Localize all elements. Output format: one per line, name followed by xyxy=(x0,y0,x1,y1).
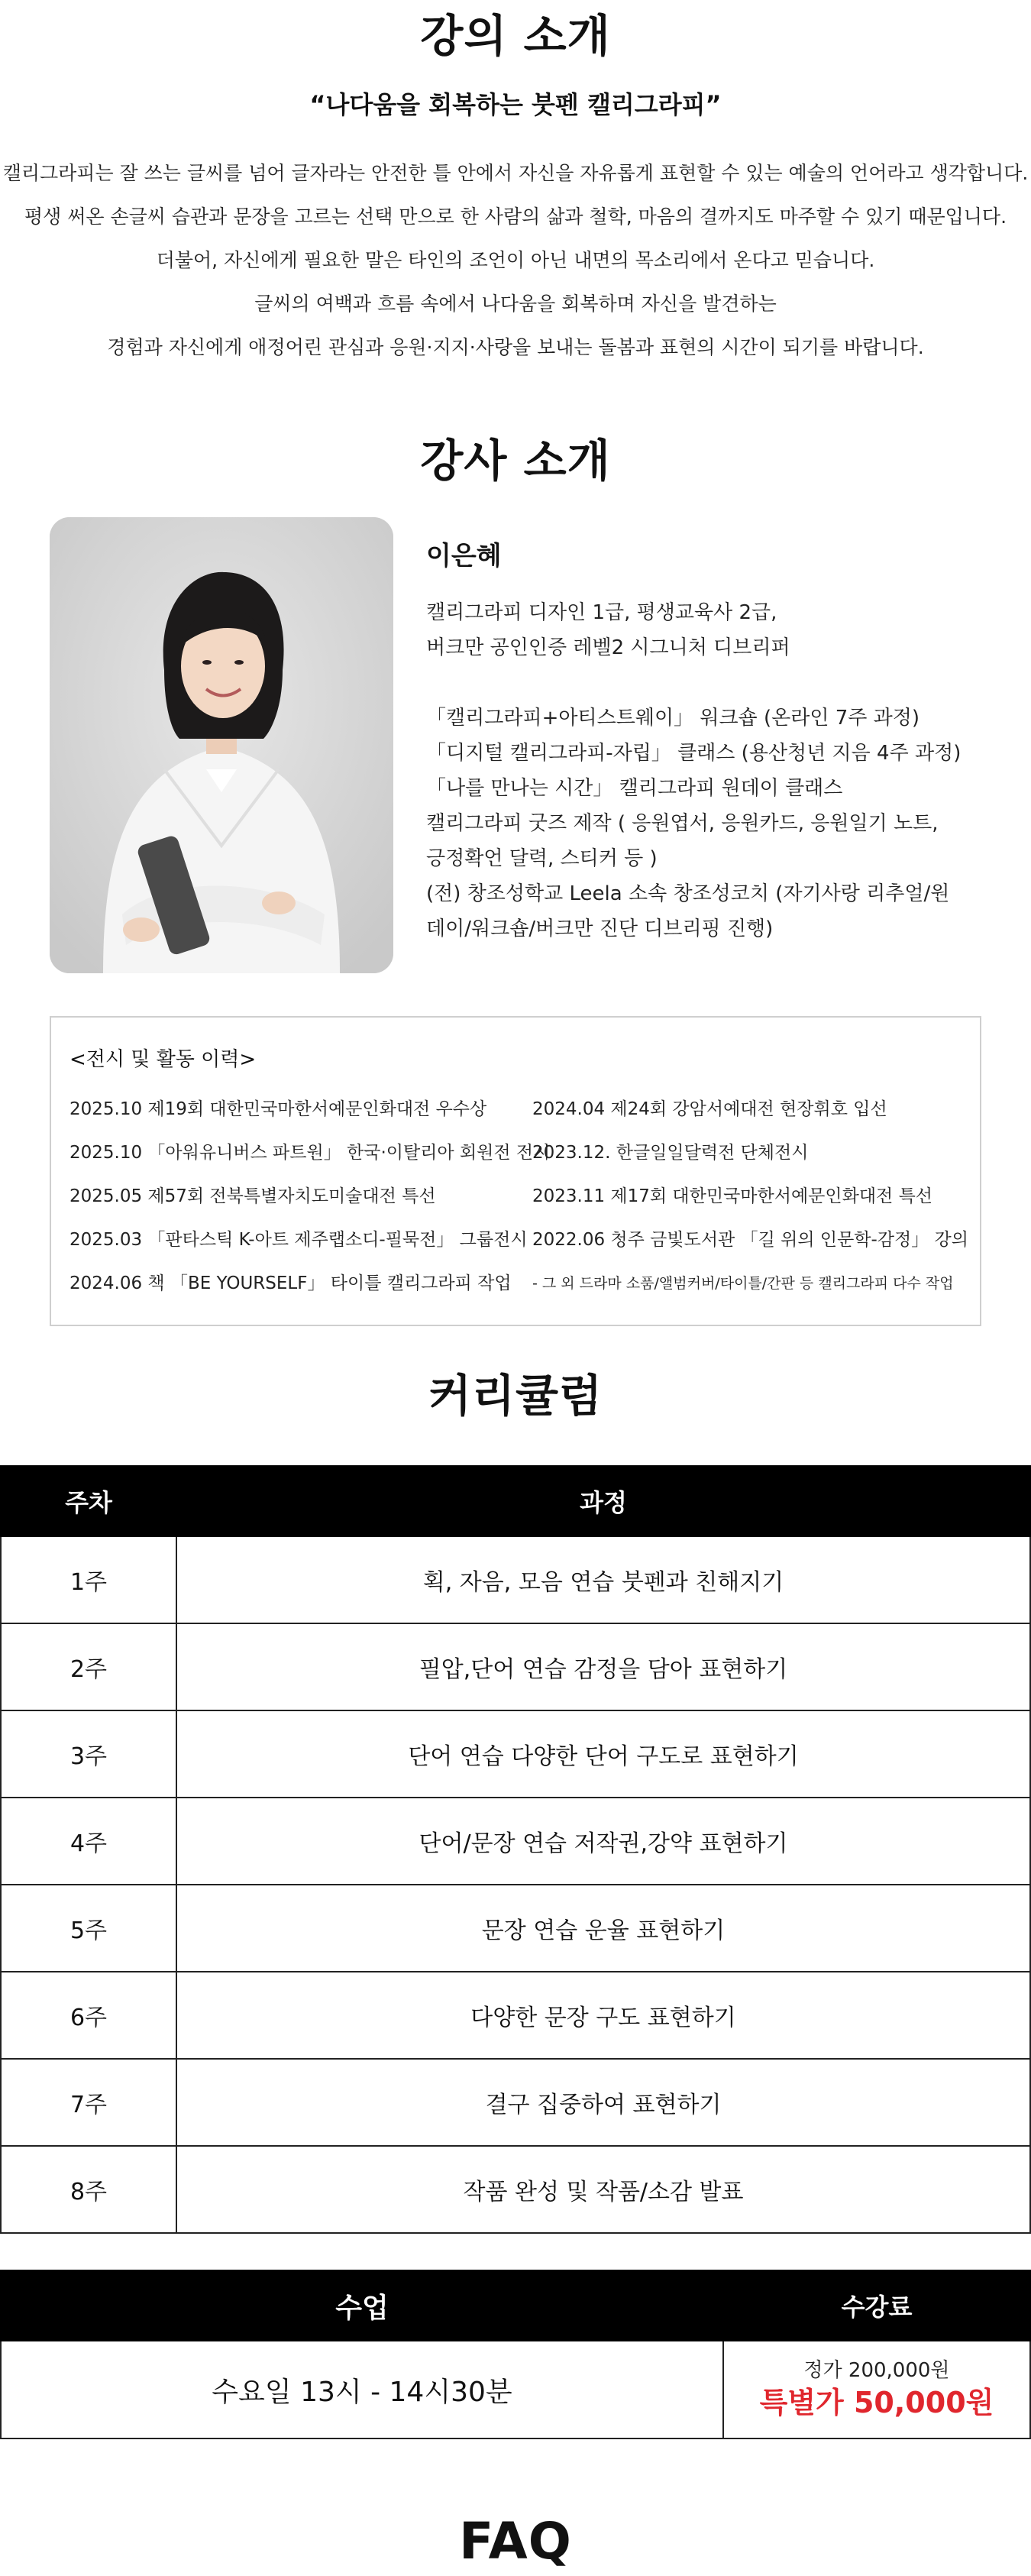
week-cell: 4주 xyxy=(1,1798,176,1885)
week-cell: 2주 xyxy=(1,1623,176,1710)
credential-line: 버크만 공인인증 레벨2 시그니처 디브리퍼 xyxy=(426,636,790,659)
career-line: 「캘리그라피+아티스트웨이」 워크숍 (온라인 7주 과정) xyxy=(426,707,919,730)
column-header-class: 수업 xyxy=(1,2270,723,2341)
curriculum-table xyxy=(0,1465,1031,2234)
course-cell: 작품 완성 및 작품/소감 발표 xyxy=(176,2146,1030,2233)
table-row xyxy=(1,1710,1030,1798)
table-header-row xyxy=(1,1466,1030,1536)
course-cell: 문장 연습 운율 표현하기 xyxy=(176,1885,1030,1972)
activity-item: 2024.04 제24회 강암서예대전 현장휘호 입선 xyxy=(532,1099,887,1119)
activity-item: 2025.10 제19회 대한민국마한서예문인화대전 우수상 xyxy=(69,1099,487,1119)
instructor-section-title: 강사 소개 xyxy=(420,435,611,487)
activity-item: 2023.11 제17회 대한민국마한서예문인화대전 특선 xyxy=(532,1186,933,1206)
instructor-photo xyxy=(50,517,393,973)
activity-item: 2025.05 제57회 전북특별자치도미술대전 특선 xyxy=(69,1186,436,1206)
intro-line: 평생 써온 손글씨 습관과 문장을 고르는 선택 만으로 한 사람의 삶과 철학, 마음의 결까지도 마주할 수 있기 때문입니다. xyxy=(24,205,1007,228)
table-row xyxy=(1,2059,1030,2146)
course-cell: 필압,단어 연습 감정을 담아 표현하기 xyxy=(176,1623,1030,1710)
intro-subtitle: “나다움을 회복하는 붓펜 캘리그라피” xyxy=(309,90,722,119)
week-cell: 3주 xyxy=(1,1710,176,1798)
course-cell: 단어/문장 연습 저작권,강약 표현하기 xyxy=(176,1798,1030,1885)
table-row xyxy=(1,1972,1030,2059)
instructor-name: 이은혜 xyxy=(426,541,502,571)
intro-line: 더불어, 자신에게 필요한 말은 타인의 조언이 아닌 내면의 목소리에서 온다고 믿습니다. xyxy=(156,249,875,271)
activity-list-left xyxy=(69,1088,550,1306)
career-line: (전) 창조성학교 Leela 소속 창조성코치 (자기사랑 리추얼/원 xyxy=(426,882,950,905)
column-header-course: 과정 xyxy=(176,1466,1030,1536)
table-row xyxy=(1,1885,1030,1972)
intro-line: 캘리그라피는 잘 쓰는 글씨를 넘어 글자라는 안전한 틀 안에서 자신을 자유롭게 표현할 수 있는 예술의 언어라고 생각합니다. xyxy=(2,162,1029,184)
table-row xyxy=(1,1798,1030,1885)
instructor-portrait-illustration xyxy=(50,517,393,973)
activity-list-right xyxy=(532,1088,968,1306)
career-line: 캘리그라피 굿즈 제작 ( 응원엽서, 응원카드, 응원일기 노트, xyxy=(426,812,939,835)
intro-title: 강의 소개 xyxy=(420,10,611,62)
career-line: 「디지털 캘리그라피-자립」 클래스 (용산청년 지음 4주 과정) xyxy=(426,742,962,765)
activity-item: 2024.06 책 「BE YOURSELF」 타이틀 캘리그라피 작업 xyxy=(69,1273,512,1293)
regular-price: 정가 200,000원 xyxy=(803,2359,950,2382)
activity-item: 2025.10 「아워유니버스 파트원」 한국·이탈리아 회원전 전시 xyxy=(69,1143,551,1163)
week-cell: 1주 xyxy=(1,1536,176,1623)
course-cell: 획, 자음, 모음 연습 붓펜과 친해지기 xyxy=(176,1536,1030,1623)
career-line: 긍정확언 달력, 스티커 등 ) xyxy=(426,847,658,870)
activity-heading: <전시 및 활동 이력> xyxy=(69,1048,257,1071)
week-cell: 6주 xyxy=(1,1972,176,2059)
fee-cell xyxy=(723,2341,1030,2438)
class-schedule: 수요일 13시 - 14시30분 xyxy=(1,2341,723,2438)
curriculum-title: 커리큘럼 xyxy=(428,1370,603,1422)
activity-item: 2025.03 「판타스틱 K-아트 제주랩소디-필묵전」 그룹전시 xyxy=(69,1230,528,1250)
week-cell: 5주 xyxy=(1,1885,176,1972)
table-row xyxy=(1,1536,1030,1623)
course-cell: 결구 집중하여 표현하기 xyxy=(176,2059,1030,2146)
career-line: 「나를 만나는 시간」 캘리그라피 원데이 클래스 xyxy=(426,777,843,800)
activity-item: 2022.06 청주 금빛도서관 「길 위의 인문학-감정」 강의 xyxy=(532,1230,968,1250)
special-price: 특별가 50,000원 xyxy=(759,2386,994,2419)
credential-line: 캘리그라피 디자인 1급, 평생교육사 2급, xyxy=(426,601,777,624)
column-header-week: 주차 xyxy=(1,1466,176,1536)
activity-history-box xyxy=(50,1016,981,1326)
course-cell: 단어 연습 다양한 단어 구도로 표현하기 xyxy=(176,1710,1030,1798)
table-header-row xyxy=(1,2270,1030,2341)
instructor-credentials xyxy=(426,595,991,665)
intro-line: 글씨의 여백과 흐름 속에서 나다움을 회복하며 자신을 발견하는 xyxy=(254,293,777,315)
instructor-career xyxy=(426,701,991,947)
column-header-fee: 수강료 xyxy=(723,2270,1030,2341)
activity-item: - 그 외 드라마 소품/앨범커버/타이틀/간판 등 캘리그라피 다수 작업 xyxy=(532,1275,954,1292)
week-cell: 7주 xyxy=(1,2059,176,2146)
career-line: 데이/워크숍/버크만 진단 디브리핑 진행) xyxy=(426,917,774,940)
intro-line: 경험과 자신에게 애정어린 관심과 응원·지지·사랑을 보내는 돌봄과 표현의 시간이 되기를 바랍니다. xyxy=(107,336,924,358)
table-row xyxy=(1,2146,1030,2233)
table-row xyxy=(1,2341,1030,2438)
table-row xyxy=(1,1623,1030,1710)
course-cell: 다양한 문장 구도 표현하기 xyxy=(176,1972,1030,2059)
week-cell: 8주 xyxy=(1,2146,176,2233)
instructor-info xyxy=(426,535,991,947)
activity-item: 2023.12. 한글일일달력전 단체전시 xyxy=(532,1143,809,1163)
fee-table xyxy=(0,2270,1031,2439)
intro-paragraphs xyxy=(0,151,1031,369)
faq-title: FAQ xyxy=(459,2512,572,2571)
